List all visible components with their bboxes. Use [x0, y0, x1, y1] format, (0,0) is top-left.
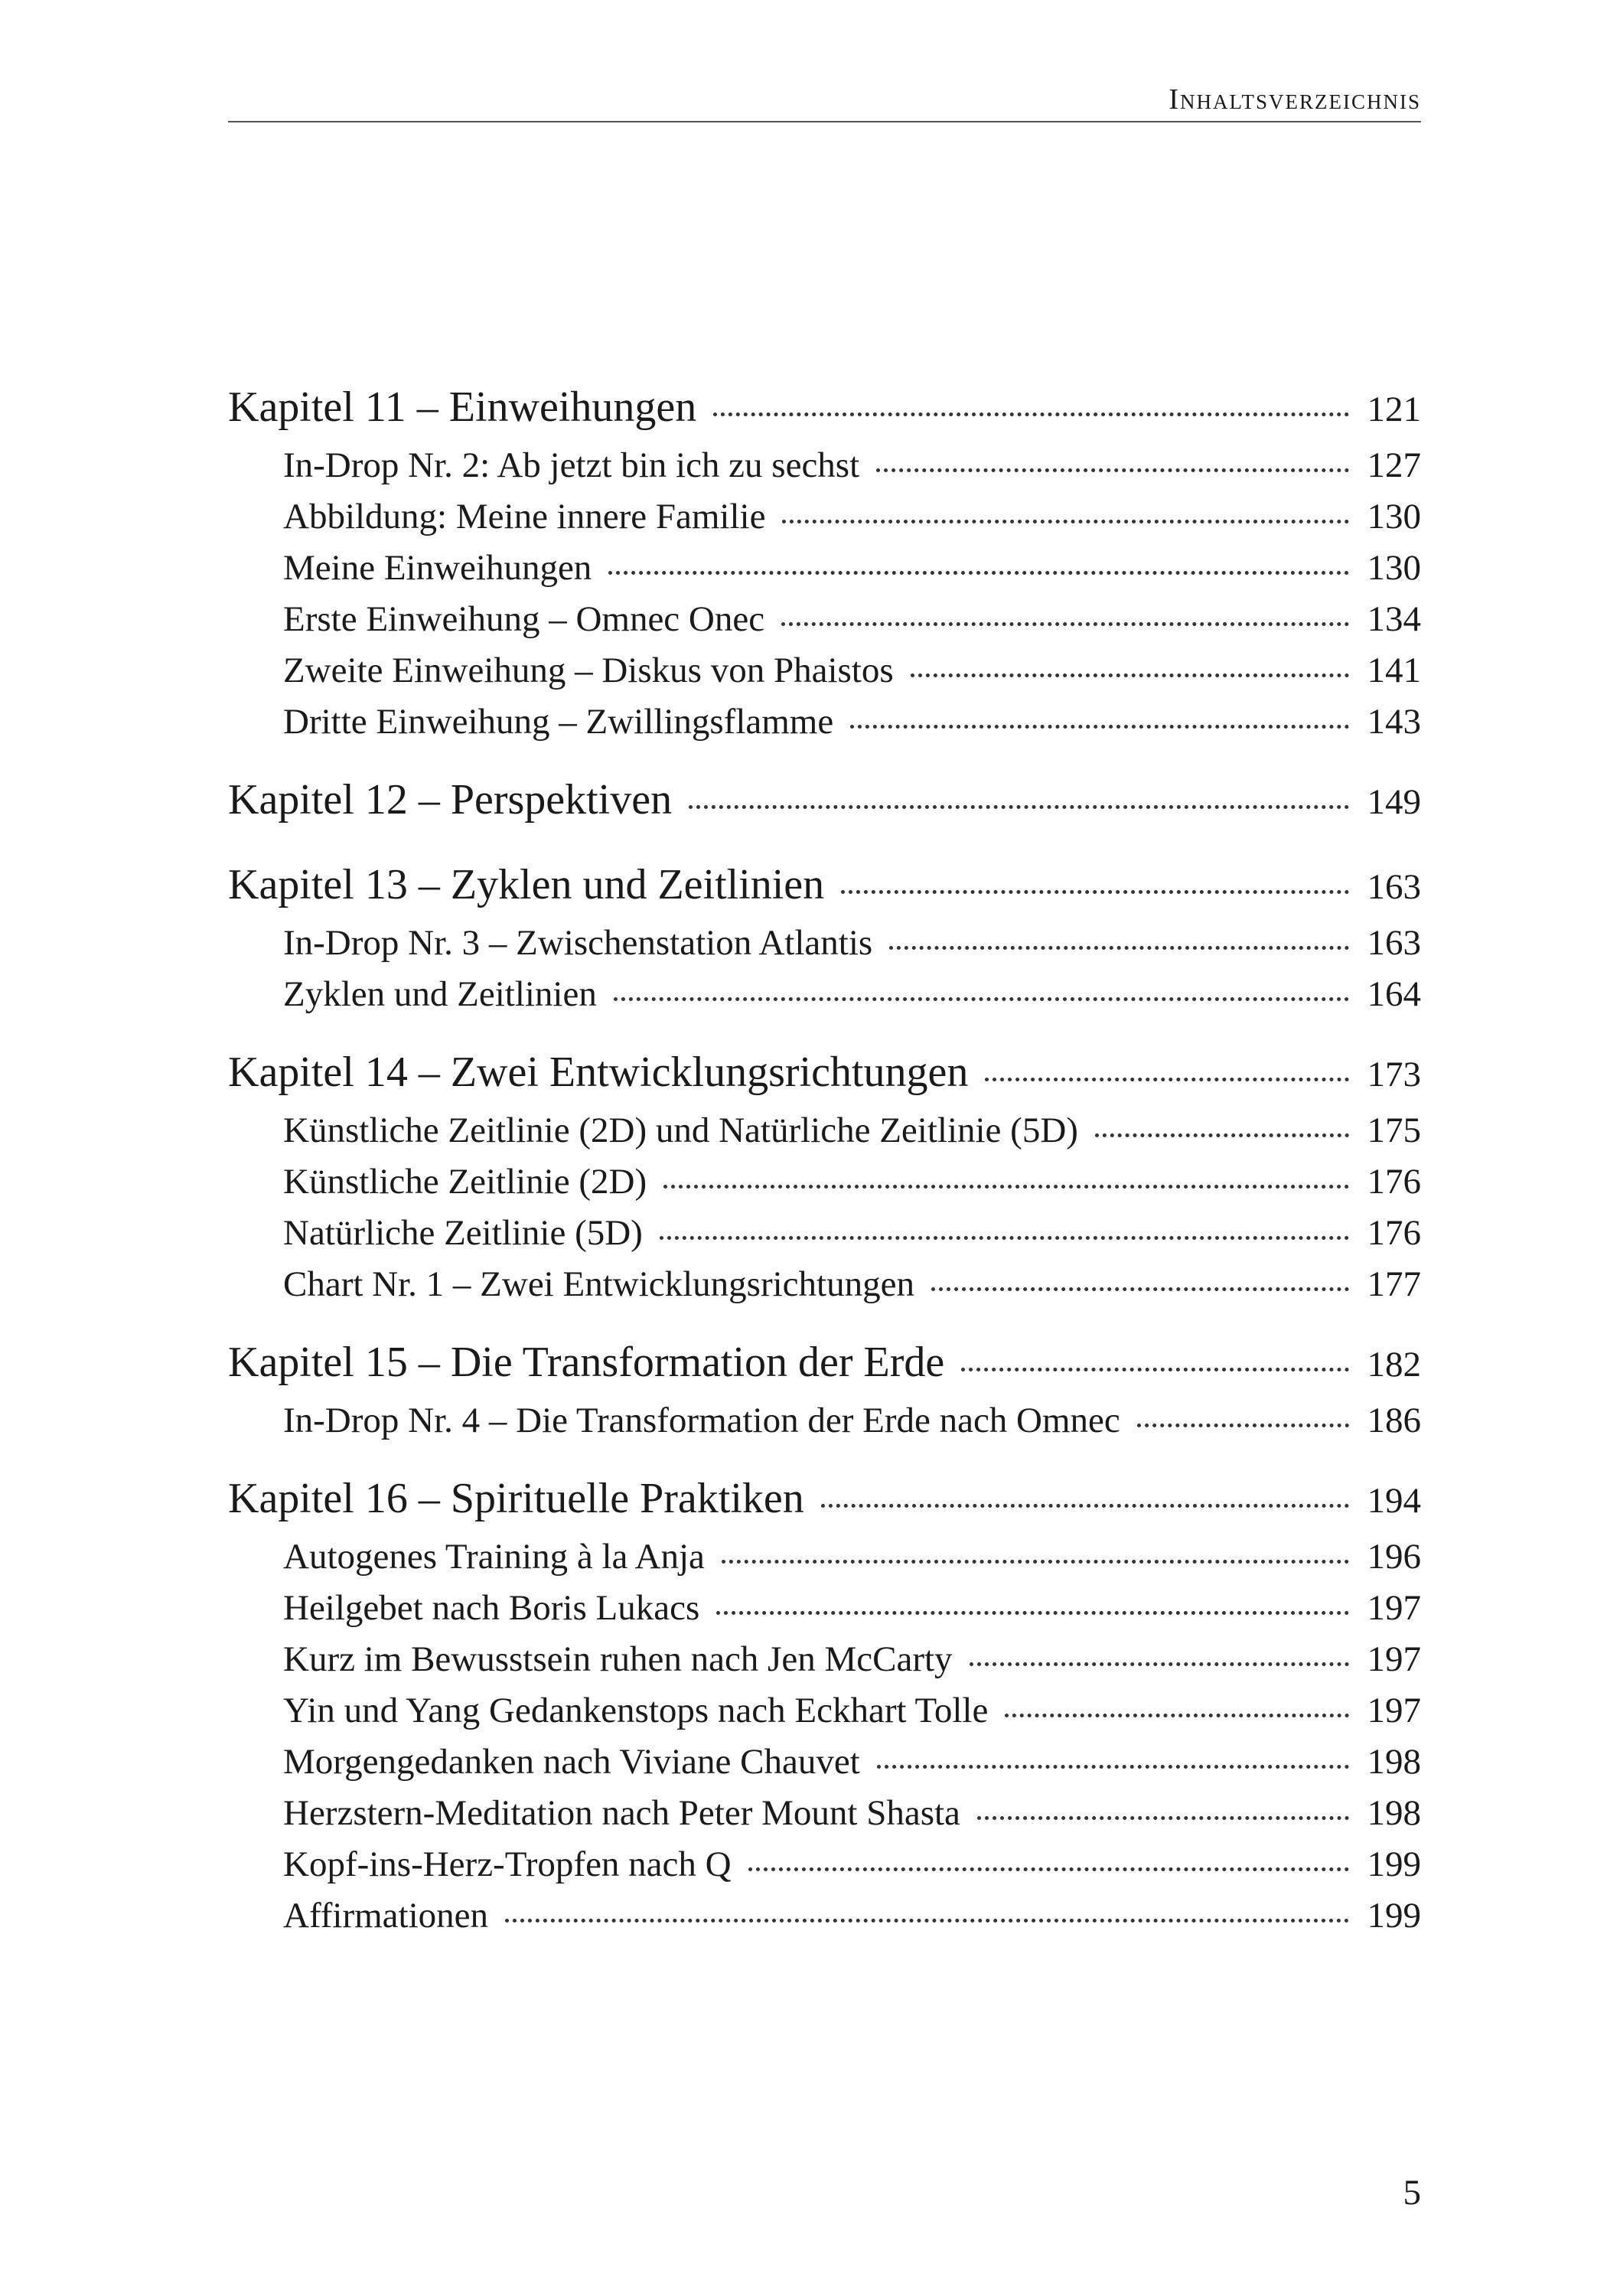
toc-section-entry-title: Yin und Yang Gedankenstops nach Eckhart Tolle [283, 1691, 989, 1730]
dot-leader [1005, 1714, 1349, 1717]
toc-section-entry[interactable] [228, 650, 1421, 701]
toc-section-entry[interactable] [228, 1844, 1421, 1895]
toc-section-entry-page: 199 [1367, 1896, 1421, 1936]
toc-section-entry-title: Erste Einweihung – Omnec Onec [283, 599, 765, 639]
toc-chapter-entry[interactable] [228, 383, 1421, 445]
dot-leader [911, 673, 1349, 677]
toc-section-entry-page: 186 [1367, 1401, 1421, 1440]
toc-section-entry[interactable] [228, 1639, 1421, 1690]
dot-leader [748, 1867, 1349, 1871]
dot-leader [713, 413, 1349, 416]
dot-leader [505, 1919, 1349, 1923]
toc-chapter-entry-title: Kapitel 14 – Zwei Entwicklungsrichtungen [228, 1049, 969, 1096]
toc-chapter-entry[interactable] [228, 775, 1421, 837]
toc-chapter-entry[interactable] [228, 860, 1421, 922]
toc-section-entry[interactable] [228, 922, 1421, 974]
chapter-group [228, 775, 1421, 837]
dot-leader [985, 1078, 1349, 1081]
toc-section-entry-title: In-Drop Nr. 3 – Zwischenstation Atlantis [283, 923, 873, 963]
toc-chapter-entry-title: Kapitel 12 – Perspektiven [228, 776, 673, 823]
dot-leader [850, 725, 1349, 729]
dot-leader [663, 1185, 1349, 1189]
toc-section-entry-page: 164 [1367, 974, 1421, 1014]
toc-section-entry[interactable] [228, 1536, 1421, 1587]
toc-section-entry-page: 177 [1367, 1264, 1421, 1304]
chapter-group [228, 860, 1421, 1025]
toc-section-entry-title: Affirmationen [283, 1896, 489, 1936]
header-rule [228, 121, 1421, 122]
toc-section-entry-page: 130 [1367, 497, 1421, 536]
dot-leader [782, 520, 1349, 523]
toc-section-entry[interactable] [228, 1264, 1421, 1315]
toc-chapter-entry[interactable] [228, 1474, 1421, 1536]
toc-chapter-entry[interactable] [228, 1338, 1421, 1400]
toc-section-entry-page: 143 [1367, 702, 1421, 742]
dot-leader [977, 1816, 1349, 1820]
toc-section-entry-page: 199 [1367, 1844, 1421, 1884]
toc-section-entry-title: Kopf-ins-Herz-Tropfen nach Q [283, 1844, 732, 1884]
toc-section-entry-title: In-Drop Nr. 2: Ab jetzt bin ich zu sechst [283, 445, 860, 485]
toc-section-entry-title: Abbildung: Meine innere Familie [283, 497, 766, 536]
toc-section-entry-title: Heilgebet nach Boris Lukacs [283, 1588, 700, 1628]
dot-leader [1095, 1133, 1349, 1137]
toc-section-entry[interactable] [228, 1161, 1421, 1212]
dot-leader [961, 1368, 1349, 1371]
toc-chapter-entry-title: Kapitel 15 – Die Transformation der Erde [228, 1339, 945, 1386]
toc-section-entry[interactable] [228, 974, 1421, 1025]
toc-section-entry-title: Meine Einweihungen [283, 548, 592, 588]
chapter-group [228, 383, 1421, 752]
dot-leader [876, 468, 1349, 472]
toc-section-entry-title: Herzstern-Meditation nach Peter Mount Shasta [283, 1793, 960, 1833]
table-of-contents [228, 383, 1421, 1969]
dot-leader [821, 1504, 1349, 1508]
toc-chapter-entry[interactable] [228, 1048, 1421, 1110]
toc-section-entry-title: Künstliche Zeitlinie (2D) und Natürliche Zeitlinie (5D) [283, 1110, 1078, 1150]
toc-chapter-entry-title: Kapitel 16 – Spirituelle Praktiken [228, 1475, 804, 1522]
toc-section-entry[interactable] [228, 1792, 1421, 1844]
toc-section-entry-page: 197 [1367, 1588, 1421, 1628]
toc-section-entry-page: 163 [1367, 923, 1421, 963]
toc-section-entry[interactable] [228, 598, 1421, 650]
dot-leader [614, 997, 1349, 1001]
toc-chapter-entry-page: 121 [1367, 390, 1421, 429]
dot-leader [689, 805, 1349, 809]
toc-section-entry-title: Kurz im Bewusstsein ruhen nach Jen McCarty [283, 1639, 953, 1679]
toc-section-entry[interactable] [228, 701, 1421, 752]
toc-section-entry[interactable] [228, 1741, 1421, 1792]
toc-section-entry[interactable] [228, 1110, 1421, 1161]
toc-section-entry[interactable] [228, 496, 1421, 547]
dot-leader [608, 571, 1349, 575]
toc-chapter-entry-page: 173 [1367, 1055, 1421, 1094]
toc-section-entry-page: 197 [1367, 1639, 1421, 1679]
toc-section-entry[interactable] [228, 445, 1421, 496]
dot-leader [781, 622, 1349, 626]
toc-section-entry[interactable] [228, 1895, 1421, 1946]
toc-section-entry-page: 198 [1367, 1742, 1421, 1782]
toc-section-entry-page: 197 [1367, 1691, 1421, 1730]
dot-leader [722, 1560, 1349, 1564]
toc-section-entry-title: Künstliche Zeitlinie (2D) [283, 1162, 647, 1202]
toc-section-entry-title: Zweite Einweihung – Diskus von Phaistos [283, 651, 894, 690]
toc-chapter-entry-page: 149 [1367, 782, 1421, 822]
toc-section-entry-page: 141 [1367, 651, 1421, 690]
dot-leader [716, 1611, 1349, 1615]
chapter-group [228, 1474, 1421, 1946]
toc-chapter-entry-page: 163 [1367, 867, 1421, 907]
toc-section-entry[interactable] [228, 547, 1421, 598]
toc-chapter-entry-title: Kapitel 11 – Einweihungen [228, 383, 697, 431]
toc-chapter-entry-page: 182 [1367, 1345, 1421, 1384]
toc-chapter-entry-title: Kapitel 13 – Zyklen und Zeitlinien [228, 861, 825, 908]
toc-section-entry[interactable] [228, 1587, 1421, 1639]
toc-section-entry-title: Chart Nr. 1 – Zwei Entwicklungsrichtungen [283, 1264, 914, 1304]
toc-section-entry-title: Dritte Einweihung – Zwillingsflamme [283, 702, 834, 742]
page-number: 5 [1403, 2173, 1421, 2213]
dot-leader [660, 1236, 1349, 1240]
toc-section-entry-page: 176 [1367, 1162, 1421, 1202]
dot-leader [931, 1287, 1349, 1291]
toc-section-entry-title: Zyklen und Zeitlinien [283, 974, 597, 1014]
toc-section-entry[interactable] [228, 1690, 1421, 1741]
dot-leader [877, 1765, 1349, 1769]
toc-section-entry[interactable] [228, 1212, 1421, 1264]
toc-section-entry-page: 130 [1367, 548, 1421, 588]
toc-section-entry-page: 176 [1367, 1213, 1421, 1253]
dot-leader [1137, 1424, 1349, 1427]
running-head: Inhaltsverzeichnis [1169, 83, 1421, 116]
dot-leader [970, 1662, 1349, 1666]
chapter-group [228, 1338, 1421, 1451]
toc-section-entry-title: Morgengedanken nach Viviane Chauvet [283, 1742, 860, 1782]
dot-leader [841, 890, 1349, 894]
toc-section-entry-title: Autogenes Training à la Anja [283, 1537, 705, 1577]
toc-section-entry-page: 198 [1367, 1793, 1421, 1833]
toc-section-entry-title: In-Drop Nr. 4 – Die Transformation der Erde nach Omnec [283, 1401, 1120, 1440]
toc-section-entry[interactable] [228, 1400, 1421, 1451]
toc-section-entry-page: 127 [1367, 445, 1421, 485]
toc-section-entry-page: 175 [1367, 1110, 1421, 1150]
dot-leader [889, 946, 1349, 950]
toc-chapter-entry-page: 194 [1367, 1481, 1421, 1521]
toc-section-entry-page: 134 [1367, 599, 1421, 639]
toc-section-entry-title: Natürliche Zeitlinie (5D) [283, 1213, 643, 1253]
toc-section-entry-page: 196 [1367, 1537, 1421, 1577]
chapter-group [228, 1048, 1421, 1315]
